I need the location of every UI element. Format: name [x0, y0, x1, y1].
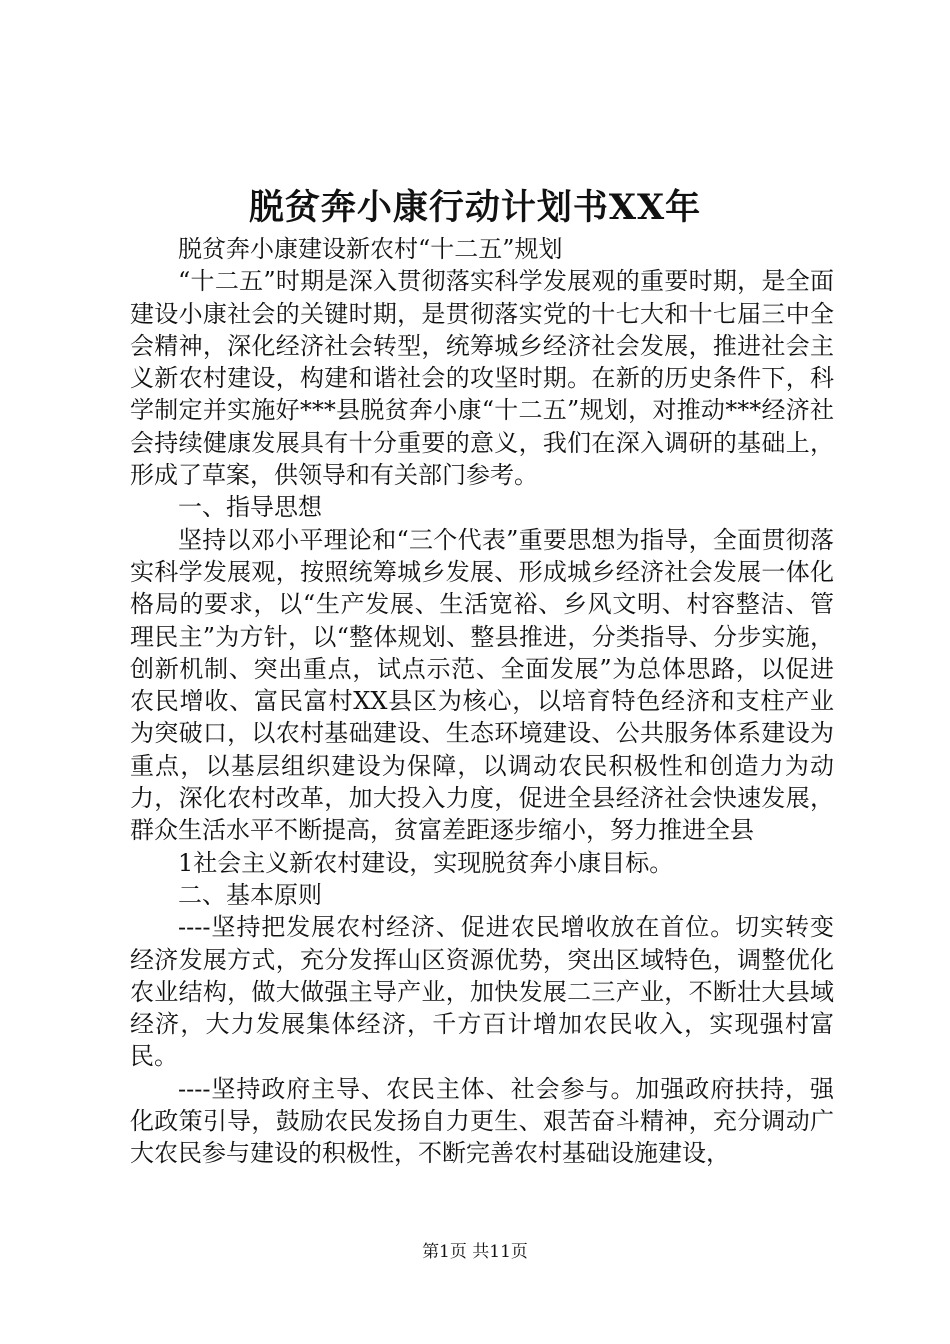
page-footer: 第1页 共11页: [422, 1242, 528, 1262]
heading-guiding-ideology: 一、指导思想: [178, 493, 322, 522]
document-title: 脱贫奔小康行动计划书XX年: [248, 187, 702, 228]
heading-basic-principles: 二、基本原则: [178, 880, 322, 909]
paragraph-principle-2: ----坚持政府主导、农民主体、社会参与。加强政府扶持，强化政策引导，鼓励农民发扬自力更生、艰苦奋斗精神，充分调动广大农民参与建设的积极性，不断完善农村基础设施建设，: [130, 1074, 834, 1168]
paragraph-principle-1: ----坚持把发展农村经济、促进农民增收放在首位。切实转变经济发展方式，充分发挥山区资源优势，突出区域特色，调整优化农业结构，做大做强主导产业，加快发展二三产业，不断壮大县域经济，大力发展集体经济，千方百计增加农民收入，实现强村富民。: [130, 913, 834, 1071]
document-body: [130, 233, 834, 1170]
paragraph-guiding-ideology: 坚持以邓小平理论和“三个代表”重要思想为指导，全面贯彻落实科学发展观，按照统筹城乡发展、形成城乡经济社会发展一体化格局的要求，以“生产发展、生活宽裕、乡风文明、村容整洁、管理民主”为方针，以“整体规划、整县推进，分类指导、分步实施，创新机制、突出重点，试点示范、全面发展”为总体思路，以促进农民增收、富民富村XX县区为核心，以培育特色经济和支柱产业为突破口，以农村基础建设、生态环境建设、公共服务体系建设为重点，以基层组织建设为保障，以调动农民积极性和创造力为动力，深化农村改革，加大投入力度，促进全县经济社会快速发展，群众生活水平不断提高，贫富差距逐步缩小，努力推进全县: [130, 525, 834, 845]
paragraph-intro: “十二五”时期是深入贯彻落实科学发展观的重要时期，是全面建设小康社会的关键时期，是贯彻落实党的十七大和十七届三中全会精神，深化经济社会转型，统筹城乡经济社会发展，推进社会主义新农村建设，构建和谐社会的攻坚时期。在新的历史条件下，科学制定并实施好***县脱贫奔小康“十二五”规划，对推动***经济社会持续健康发展具有十分重要的意义，我们在深入调研的基础上，形成了草案，供领导和有关部门参考。: [130, 267, 834, 490]
paragraph-subtitle: 脱贫奔小康建设新农村“十二五”规划: [178, 235, 563, 263]
paragraph-guiding-ideology-cont: 1社会主义新农村建设，实现脱贫奔小康目标。: [178, 848, 674, 877]
